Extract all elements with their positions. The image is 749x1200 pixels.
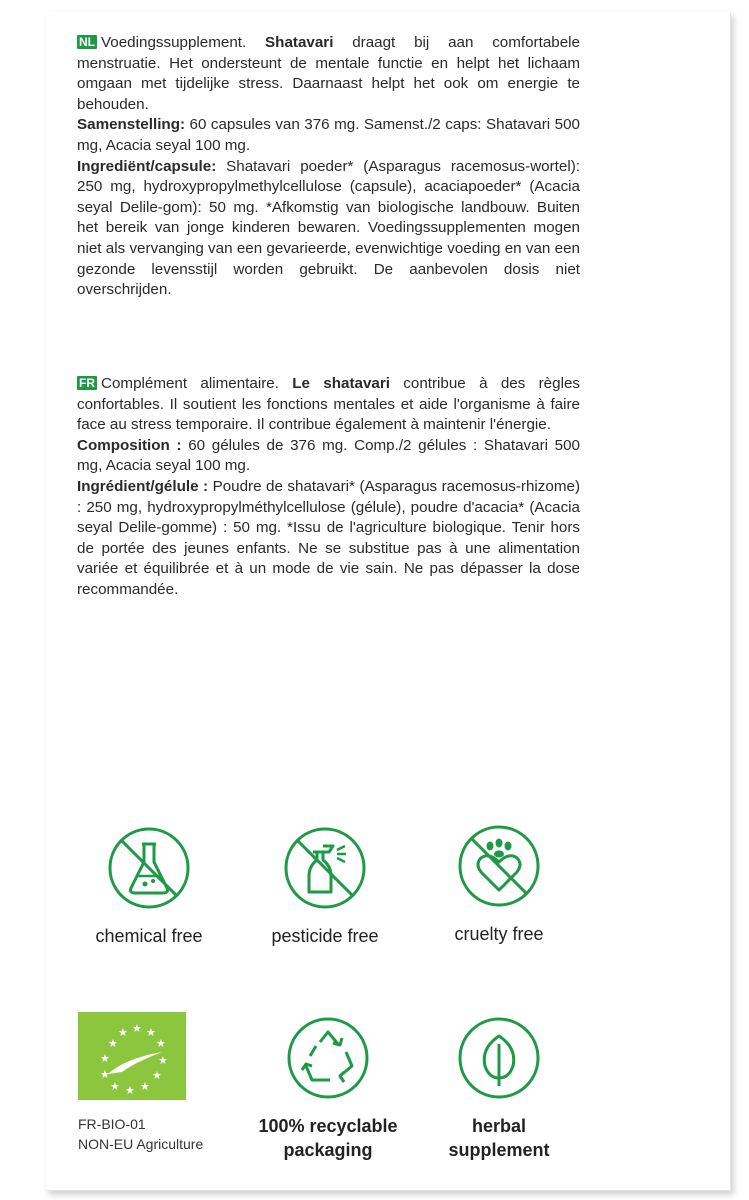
fr-composition-label: Composition : bbox=[77, 436, 182, 454]
fr-intro-lead: Complément alimentaire. bbox=[101, 375, 293, 392]
svg-text:★: ★ bbox=[108, 1037, 118, 1050]
svg-text:★: ★ bbox=[125, 1084, 135, 1097]
fr-text-block bbox=[77, 374, 580, 601]
fr-ingredients-label: Ingrédient/gélule : bbox=[77, 477, 209, 495]
svg-text:★: ★ bbox=[100, 1052, 110, 1065]
nl-intro bbox=[77, 33, 580, 115]
badge-recyclable-packaging bbox=[243, 1016, 413, 1162]
herbal-label bbox=[414, 1114, 584, 1162]
svg-text:★: ★ bbox=[110, 1080, 120, 1093]
fr-intro-rest: contribue à des règles confortables. Il soutient les fonctions mentales et aide l'organisme à faire face au stress temporaire. Il contribue également à maintenir l'énergie. bbox=[77, 375, 580, 434]
nl-composition-text: 60 capsules van 376 mg. Samenst./2 caps: Shatavari 500 mg, Acacia seyal 100 mg. bbox=[77, 116, 580, 154]
fr-ingredients-text: Poudre de shatavari* (Asparagus racemosus-rhizome) : 250 mg, hydroxypropylméthylcellulose (gélule), poudre d'acacia* (Acacia seyal Delile-gomme) : 50 mg. *Issu de l'agriculture biologique. Tenir hors de portée des jeunes enfants. Ne se substitue pas à une alimentation variée et équilibrée et à un mode de vie sain. Ne pas dépasser la dose recommandée. bbox=[77, 477, 581, 598]
nl-intro-bold: Shatavari bbox=[265, 34, 334, 51]
svg-text:★: ★ bbox=[140, 1080, 150, 1093]
eu-organic-code: FR-BIO-01 bbox=[78, 1116, 146, 1132]
recyclable-label-line2: packaging bbox=[283, 1140, 373, 1160]
nl-language-tag: NL bbox=[79, 35, 95, 49]
fr-language-tag: FR bbox=[79, 376, 95, 390]
leaf-icon bbox=[457, 1016, 541, 1100]
nl-intro-lead: Voedingssupplement. bbox=[101, 34, 266, 51]
fr-composition-text: 60 gélules de 376 mg. Comp./2 gélules : Shatavari 500 mg, Acacia seyal 100 mg. bbox=[77, 436, 581, 475]
badge-cruelty-free bbox=[414, 824, 584, 946]
svg-text:★: ★ bbox=[132, 1022, 142, 1035]
svg-text:★: ★ bbox=[156, 1037, 166, 1050]
flask-prohibited-icon bbox=[107, 826, 191, 910]
herbal-label-line2: supplement bbox=[448, 1140, 550, 1160]
fr-composition bbox=[77, 436, 580, 477]
svg-text:★: ★ bbox=[158, 1054, 168, 1067]
chemical-free-label: chemical free bbox=[95, 926, 203, 946]
badge-herbal-supplement bbox=[414, 1016, 584, 1162]
fr-ingredients bbox=[77, 477, 580, 601]
fr-intro-bold: Le shatavari bbox=[292, 375, 390, 392]
nl-composition bbox=[77, 115, 580, 156]
nl-ingredients-text: Shatavari poeder* (Asparagus racemosus-wortel): 250 mg, hydroxypropylmethylcellulose (capsule), acaciapoeder* (Acacia seyal Delile-gom): 50 mg. *Afkomstig van biologische landbouw. Buiten het bereik van jonge kinderen bewaren. Voedingssupplementen mogen niet als vervanging van een gevarieerde, evenwichtige voeding en van een gezonde levensstijl worden gebruikt. De aanbevolen dosis niet overschrijden. bbox=[77, 157, 580, 299]
nl-ingredients bbox=[77, 157, 580, 301]
nl-composition-label: Samenstelling: bbox=[77, 116, 186, 134]
svg-text:★: ★ bbox=[118, 1026, 128, 1039]
cruelty-free-label: cruelty free bbox=[454, 924, 544, 944]
nl-text-block bbox=[77, 33, 580, 301]
svg-text:★: ★ bbox=[152, 1069, 162, 1082]
eu-organic-origin: NON-EU Agriculture bbox=[78, 1136, 204, 1152]
eu-organic-leaf-logo bbox=[78, 1012, 186, 1100]
badge-pesticide-free bbox=[240, 826, 410, 948]
fr-intro bbox=[77, 374, 580, 436]
herbal-label-line1: herbal bbox=[471, 1116, 527, 1136]
badge-chemical-free bbox=[64, 826, 234, 948]
recycle-icon bbox=[286, 1016, 370, 1100]
svg-text:★: ★ bbox=[146, 1026, 156, 1039]
spray-bottle-prohibited-icon bbox=[283, 826, 367, 910]
nl-ingredients-label: Ingrediënt/capsule: bbox=[77, 157, 217, 175]
nl-intro-rest: draagt bij aan comfortabele menstruatie. Het ondersteunt de mentale functie en helpt het lichaam omgaan met tijdelijke stress. Daarnaast helpt het ook om energie te behouden. bbox=[77, 34, 580, 113]
eu-organic-caption bbox=[78, 1114, 203, 1154]
svg-text:★: ★ bbox=[100, 1068, 110, 1081]
recyclable-label-line1: 100% recyclable bbox=[258, 1116, 398, 1136]
pesticide-free-label: pesticide free bbox=[271, 926, 379, 946]
paw-heart-prohibited-icon bbox=[457, 824, 541, 908]
recyclable-label bbox=[243, 1114, 413, 1162]
